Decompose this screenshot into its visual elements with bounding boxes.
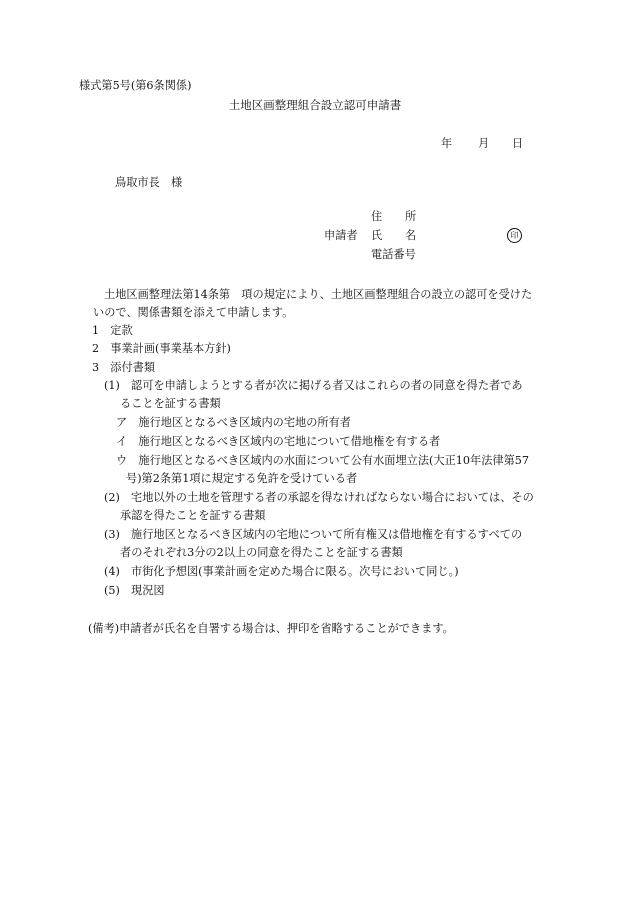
address-label-second-char: 所: [405, 210, 417, 223]
date-month-label: 月: [478, 137, 490, 150]
attachment-3-line-2: 者のそれぞれ3分の2以上の同意を得たことを証する書類: [120, 546, 403, 559]
date-year-label: 年: [441, 137, 453, 150]
remarks-note: (備考)申請者が氏名を自署する場合は、押印を省略することができます。: [88, 622, 454, 635]
attachment-1-item-u-line-1: ウ 施行地区となるべき区域内の水面について公有水面埋立法(大正10年法律第57: [116, 454, 529, 467]
name-label-second-char: 名: [405, 229, 417, 242]
addressee: 鳥取市長 様: [115, 176, 183, 189]
seal-mark: 印: [507, 228, 522, 243]
attachment-1-line-2: ることを証する書類: [120, 397, 221, 410]
attachment-1-line-1: (1) 認可を申請しようとする者が次に掲げる者又はこれらの者の同意を得た者であ: [104, 379, 523, 392]
attachment-1-item-i: イ 施行地区となるべき区域内の宅地について借地権を有する者: [116, 435, 441, 448]
attachment-1-item-u-line-2: 号)第2条第1項に規定する免許を受けている者: [126, 472, 358, 485]
form-number: 様式第5号(第6条関係): [79, 79, 192, 92]
applicant-label: 申請者: [324, 229, 358, 242]
attachment-3-line-1: (3) 施行地区となるべき区域内の宅地について所有権又は借地権を有するすべての: [104, 528, 523, 541]
list-item-articles: 1 定款: [92, 324, 133, 337]
list-item-business-plan: 2 事業計画(事業基本方針): [92, 342, 231, 355]
body-paragraph-line-2: いので、関係書類を添えて申請します。: [93, 306, 294, 319]
attachment-5: (5) 現況図: [104, 584, 165, 597]
attachment-4: (4) 市街化予想図(事業計画を定めた場合に限る。次号において同じ。): [104, 565, 459, 578]
date-day-label: 日: [512, 137, 524, 150]
attachment-1-item-a: ア 施行地区となるべき区域内の宅地の所有者: [116, 416, 351, 429]
body-paragraph-line-1: 土地区画整理法第14条第 項の規定により、土地区画整理組合の設立の認可を受けた: [104, 288, 533, 301]
address-label-first-char: 住: [371, 210, 383, 223]
attachment-2-line-1: (2) 宅地以外の土地を管理する者の承認を得なければならない場合においては、その: [104, 491, 534, 504]
list-item-attachments: 3 添付書類: [92, 361, 156, 374]
name-label-first-char: 氏: [371, 229, 383, 242]
phone-label: 電話番号: [371, 248, 416, 261]
document-title: 土地区画整理組合設立認可申請書: [228, 98, 402, 112]
attachment-2-line-2: 承認を得たことを証する書類: [120, 509, 266, 522]
